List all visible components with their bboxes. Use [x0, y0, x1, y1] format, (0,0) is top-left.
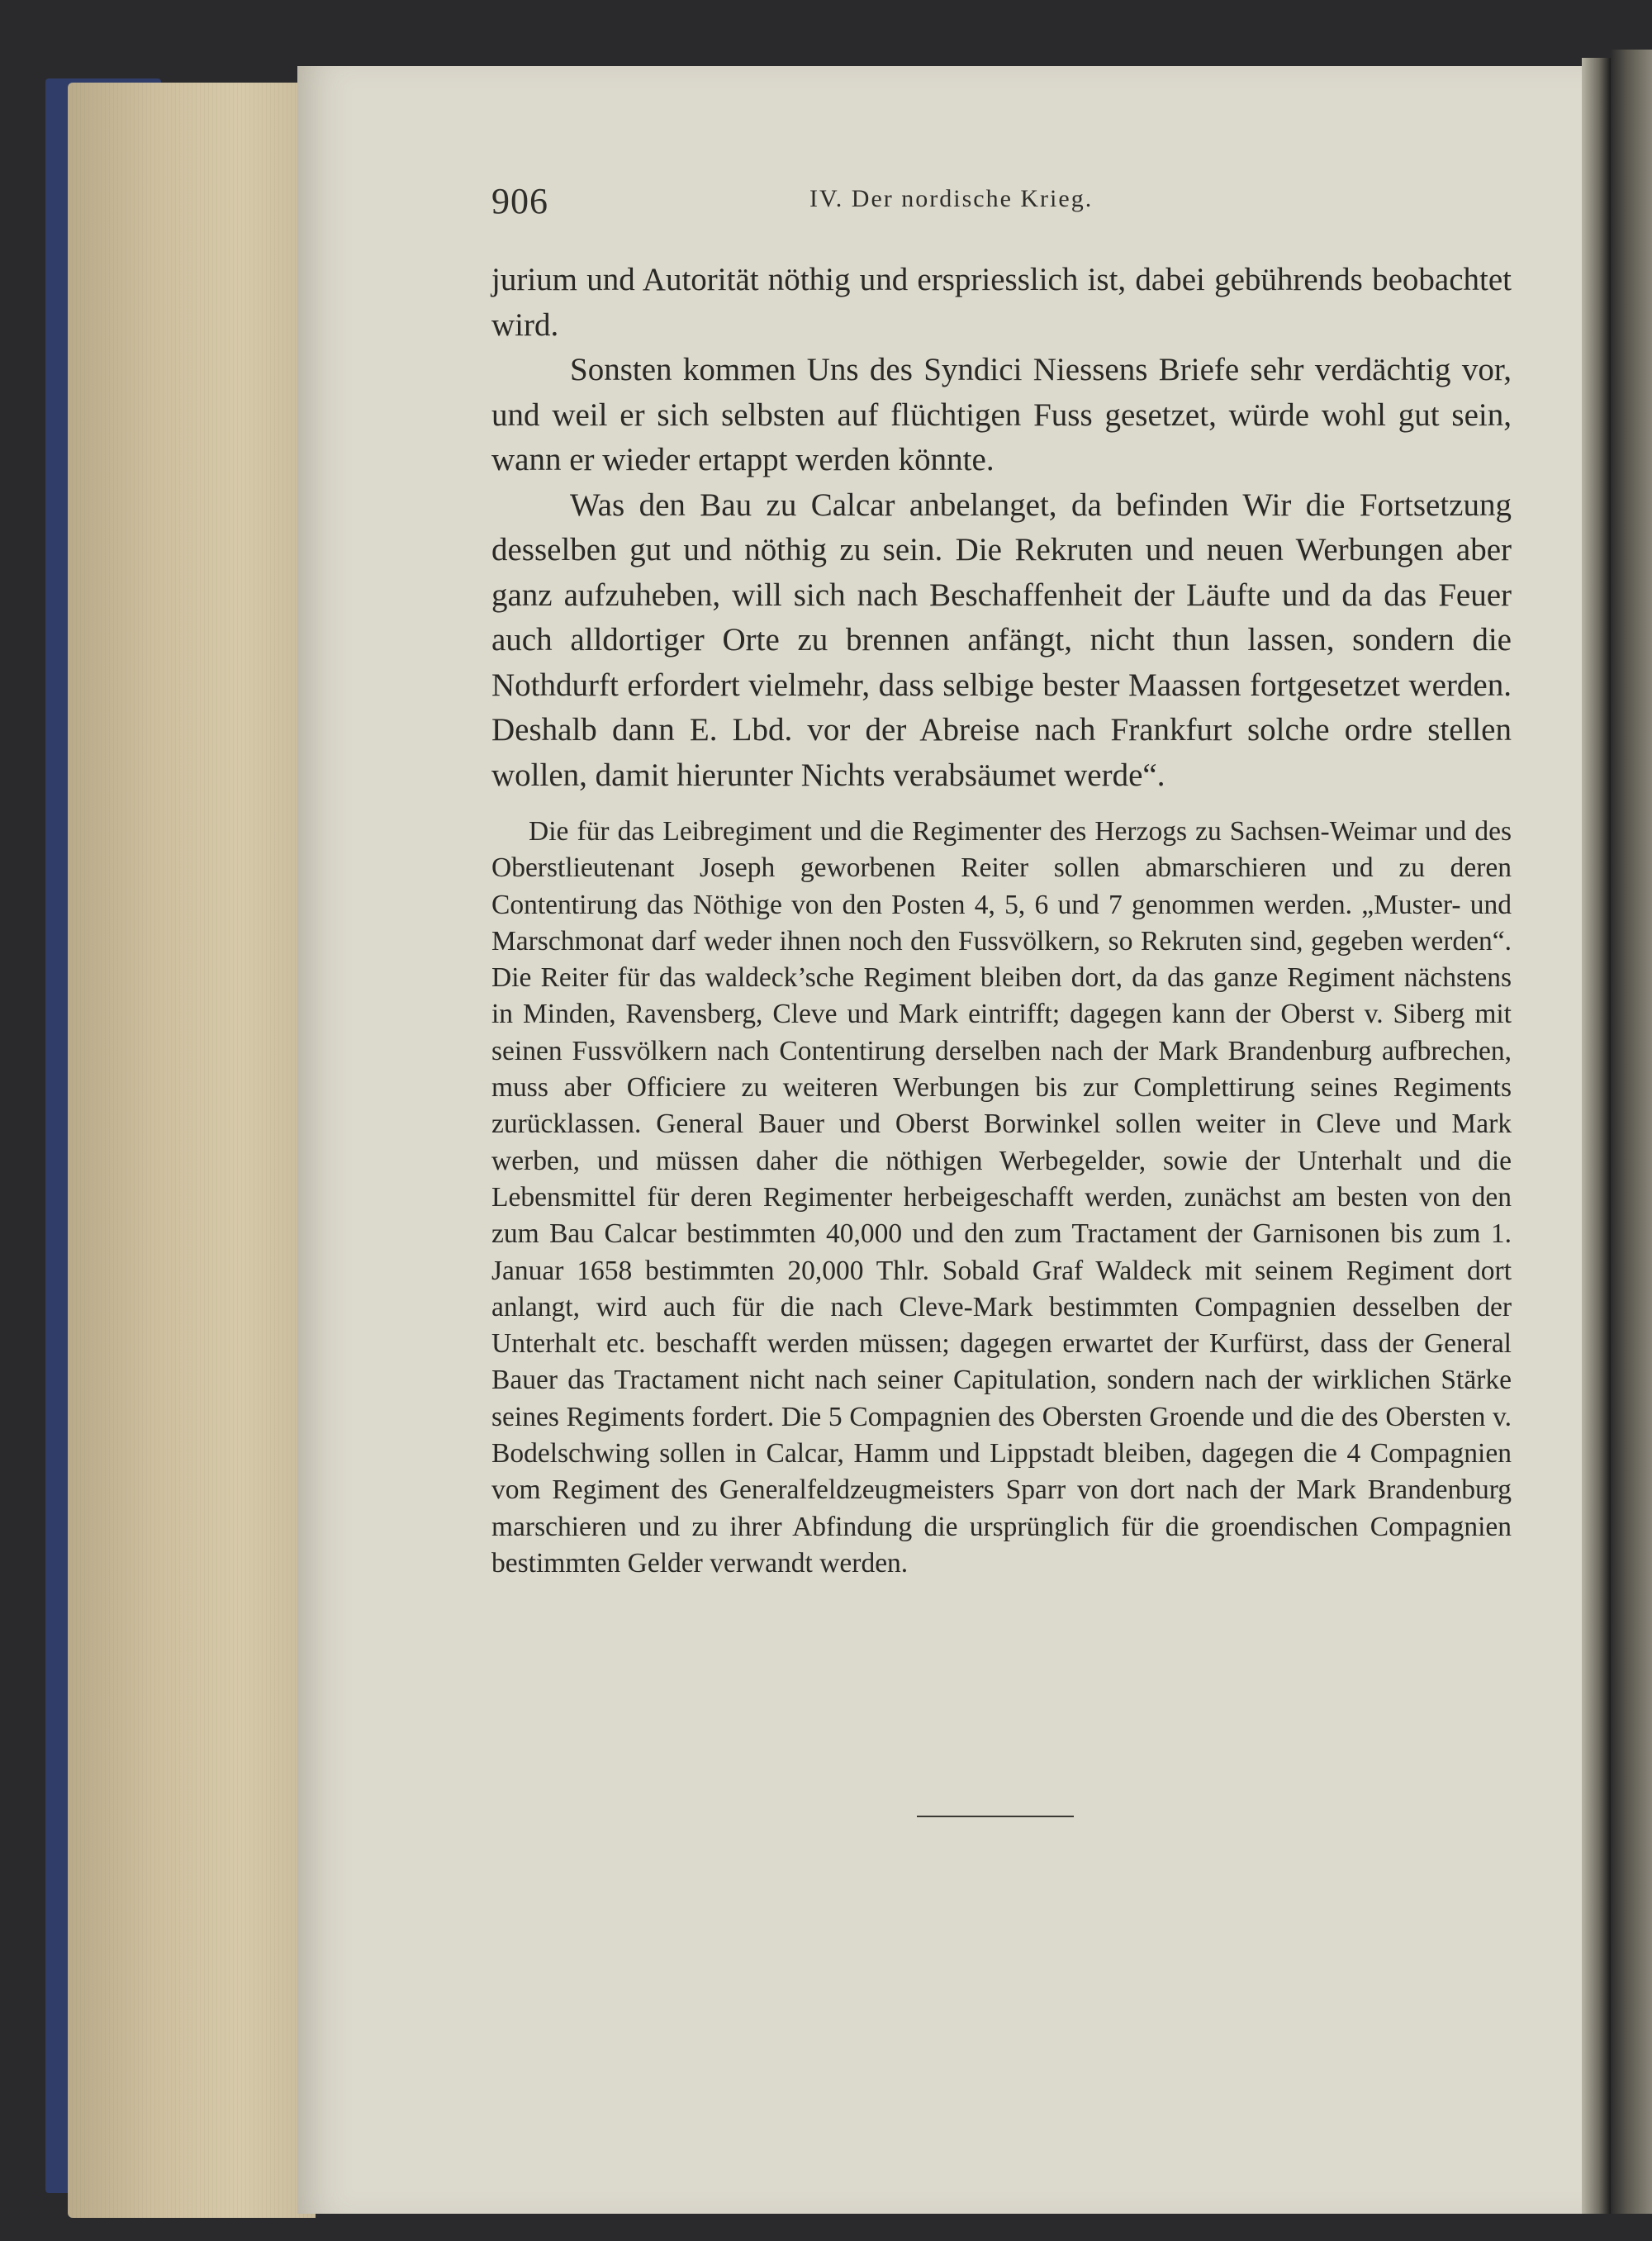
main-text: [491, 258, 1512, 798]
footnote: [491, 814, 1512, 1582]
book-page-edges: [68, 83, 316, 2218]
paragraph: Sonsten kommen Uns des Syndici Niessens Briefe sehr verdächtig vor, und weil er sich selbsten auf flüchtigen Fuss gesetzet, würde wohl gut sein, wann er wieder ertappt werden könnte.: [491, 352, 1512, 477]
next-page-edge: [1611, 50, 1652, 2214]
footnote-paragraph: Die für das Leibregiment und die Regimenter des Herzogs zu Sachsen-Weimar und des Oberstlieutenant Joseph geworbenen Reiter sollen abmarschieren und zu deren Contentirung das Nöthige von den Posten 4, 5, 6 und 7 genommen werden. „Muster- und Marschmonat darf weder ihnen noch den Fussvölkern, so Rekruten sind, gegeben werden“. Die Reiter für das waldeck’sche Regiment bleiben dort, da das ganze Regiment nächstens in Minden, Ravensberg, Cleve und Mark eintrifft; dagegen kann der Oberst v. Siberg mit seinen Fussvölkern nach Contentirung derselben nach der Mark Brandenburg aufbrechen, muss aber Officiere zu weiteren Werbungen bis zur Complettirung seines Regiments zurücklassen. General Bauer und Oberst Borwinkel sollen weiter in Cleve und Mark werben, und müssen daher die nöthigen Werbegelder, sowie der Unterhalt und die Lebensmittel für deren Regimenter herbeigeschafft werden, zunächst am besten von den zum Bau Calcar bestimmten 40,000 und den zum Tractament der Garnisonen bis zum 1. Januar 1658 bestimmten 20,000 Thlr. Sobald Graf Waldeck mit seinem Regiment dort anlangt, wird auch für die nach Cleve-Mark bestimmten Compagnien desselben der Unterhalt etc. beschafft werden müssen; dagegen erwartet der Kurfürst, dass der General Bauer das Tractament nicht nach seiner Capitulation, sondern nach der wirklichen Stärke seines Regiments fordert. Die 5 Compagnien des Obersten Groende und die des Obersten v. Bodelschwing sollen in Calcar, Hamm und Lippstadt bleiben, dagegen die 4 Compagnien vom Regiment des Generalfeldzeugmeisters Sparr von dort nach der Mark Brandenburg marschieren und zu ihrer Abfindung die ursprünglich für die groendischen Compagnien bestimmten Gelder verwandt werden.: [491, 816, 1512, 1579]
book-gutter: [1582, 58, 1611, 2214]
running-head: [491, 180, 1512, 230]
end-rule: [917, 1816, 1074, 1817]
paragraph-continued: jurium und Autorität nöthig und erspriesslich ist, dabei gebührends beobachtet wird.: [491, 262, 1512, 343]
chapter-title: IV. Der nordische Krieg.: [809, 185, 1094, 212]
page-number: 906: [491, 181, 548, 221]
paragraph: Was den Bau zu Calcar anbelanget, da befinden Wir die Fortsetzung desselben gut und nöthig zu sein. Die Rekruten und neuen Werbungen aber ganz aufzuheben, will sich nach Beschaffenheit der Läufte und da das Feuer auch alldortiger Orte zu brennen anfängt, nicht thun lassen, sondern die Nothdurft erfordert vielmehr, dass selbige bester Maassen fortgesetzet werden. Deshalb dann E. Lbd. vor der Abreise nach Frankfurt solche ordre stellen wollen, damit hierunter Nichts verabsäumet werde“.: [491, 487, 1512, 793]
